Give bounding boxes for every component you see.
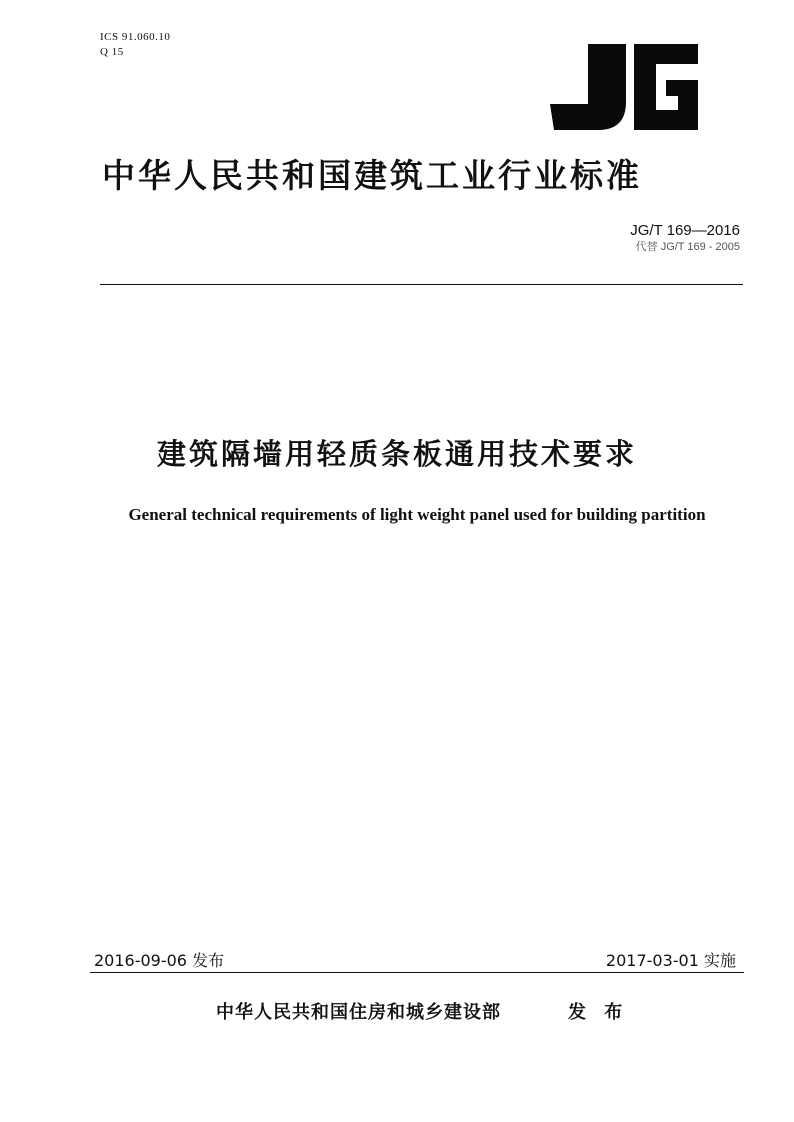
english-title: General technical requirements of light weight panel used for building partition — [128, 505, 706, 524]
footer-divider — [90, 972, 744, 973]
header-divider — [100, 284, 743, 285]
standard-number: JG/T 169—2016 — [630, 222, 740, 239]
publisher: 中华人民共和国住房和城乡建设部 — [216, 1002, 501, 1023]
main-title: 中华人民共和国建筑工业行业标准 — [102, 156, 642, 195]
ics-code: ICS 91.060.10 — [100, 31, 171, 43]
jg-logo — [548, 40, 700, 132]
standard-number-block — [630, 222, 740, 254]
publish-label: 发 布 — [568, 1002, 629, 1023]
implementation-date: 2017-03-01 实施 — [605, 951, 736, 970]
chinese-title: 建筑隔墙用轻质条板通用技术要求 — [156, 437, 637, 471]
classification-codes — [100, 30, 170, 60]
issue-date: 2016-09-06 发布 — [94, 951, 225, 970]
category-code: Q 15 — [100, 46, 124, 58]
replaces-standard: 代替 JG/T 169 - 2005 — [635, 241, 740, 253]
